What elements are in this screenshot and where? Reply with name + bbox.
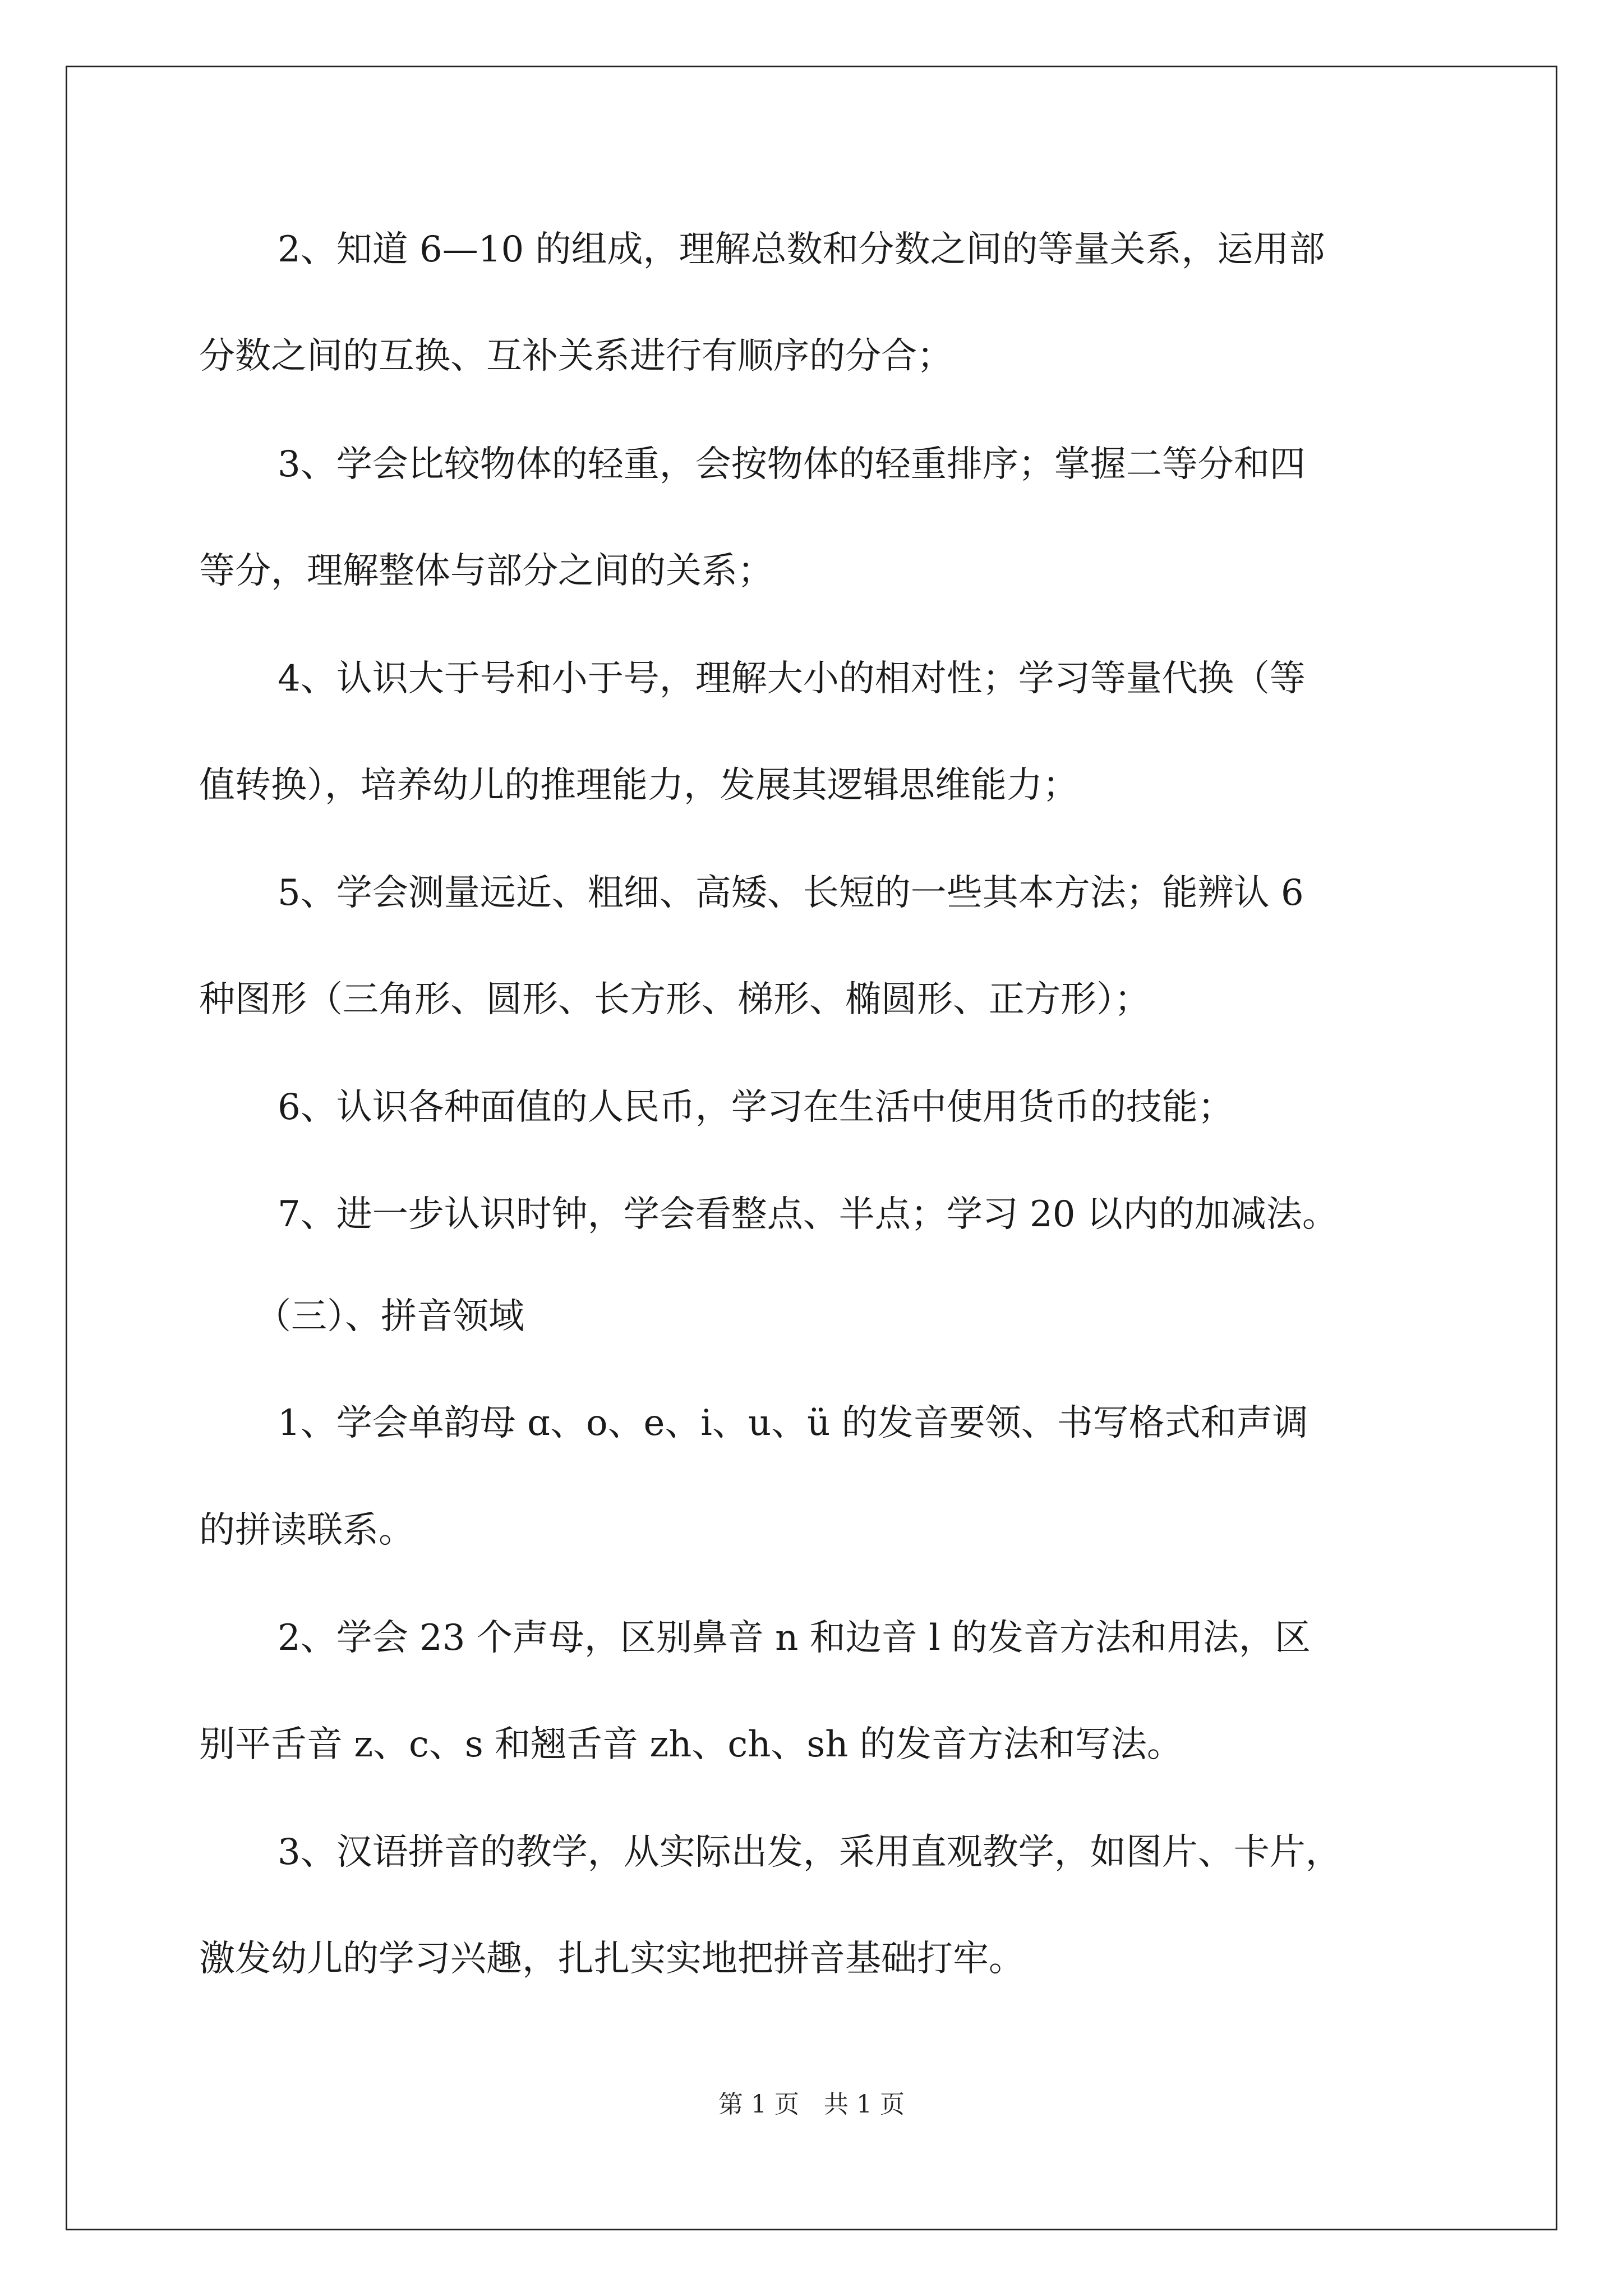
section-heading: （三）、拼音领域 xyxy=(255,1296,524,1337)
page-border xyxy=(66,66,1557,2230)
paragraph-line: 别平舌音 z、c、s 和翘舌音 zh、ch、sh 的发音方法和写法。 xyxy=(199,1724,1183,1765)
paragraph-line: 激发幼儿的学习兴趣，扎扎实实地把拼音基础打牢。 xyxy=(199,1938,1025,1980)
paragraph-line: 4、认识大于号和小于号，理解大小的相对性；学习等量代换（等 xyxy=(278,658,1306,700)
paragraph-line: 种图形（三角形、圆形、长方形、梯形、椭圆形、正方形）； xyxy=(199,979,1150,1020)
paragraph-line: 3、学会比较物体的轻重，会按物体的轻重排序；掌握二等分和四 xyxy=(278,444,1306,485)
paragraph-line: 6、认识各种面值的人民币，学习在生活中使用货币的技能； xyxy=(278,1087,1234,1128)
paragraph-line: 3、汉语拼音的教学，从实际出发，采用直观教学，如图片、卡片， xyxy=(278,1832,1341,1873)
paragraph-line: 2、知道 6—10 的组成，理解总数和分数之间的等量关系，运用部 xyxy=(278,229,1325,270)
page-footer: 第 1 页 共 1 页 xyxy=(718,2090,905,2119)
paragraph-line: 等分，理解整体与部分之间的关系； xyxy=(199,550,773,592)
paragraph-line: 2、学会 23 个声母，区别鼻音 n 和边音 l 的发音方法和用法，区 xyxy=(278,1617,1311,1659)
paragraph-line: 的拼读联系。 xyxy=(199,1510,414,1551)
paragraph-line: 5、学会测量远近、粗细、高矮、长短的一些其本方法；能辨认 6 xyxy=(278,872,1304,914)
paragraph-line: 值转换），培养幼儿的推理能力，发展其逻辑思维能力； xyxy=(199,765,1078,806)
paragraph-line: 1、学会单韵母 ɑ、o、e、i、u、ü 的发音要领、书写格式和声调 xyxy=(278,1402,1308,1444)
paragraph-line: 7、进一步认识时钟，学会看整点、半点；学习 20 以内的加减法。 xyxy=(278,1194,1338,1235)
paragraph-line: 分数之间的互换、互补关系进行有顺序的分合； xyxy=(199,335,953,377)
